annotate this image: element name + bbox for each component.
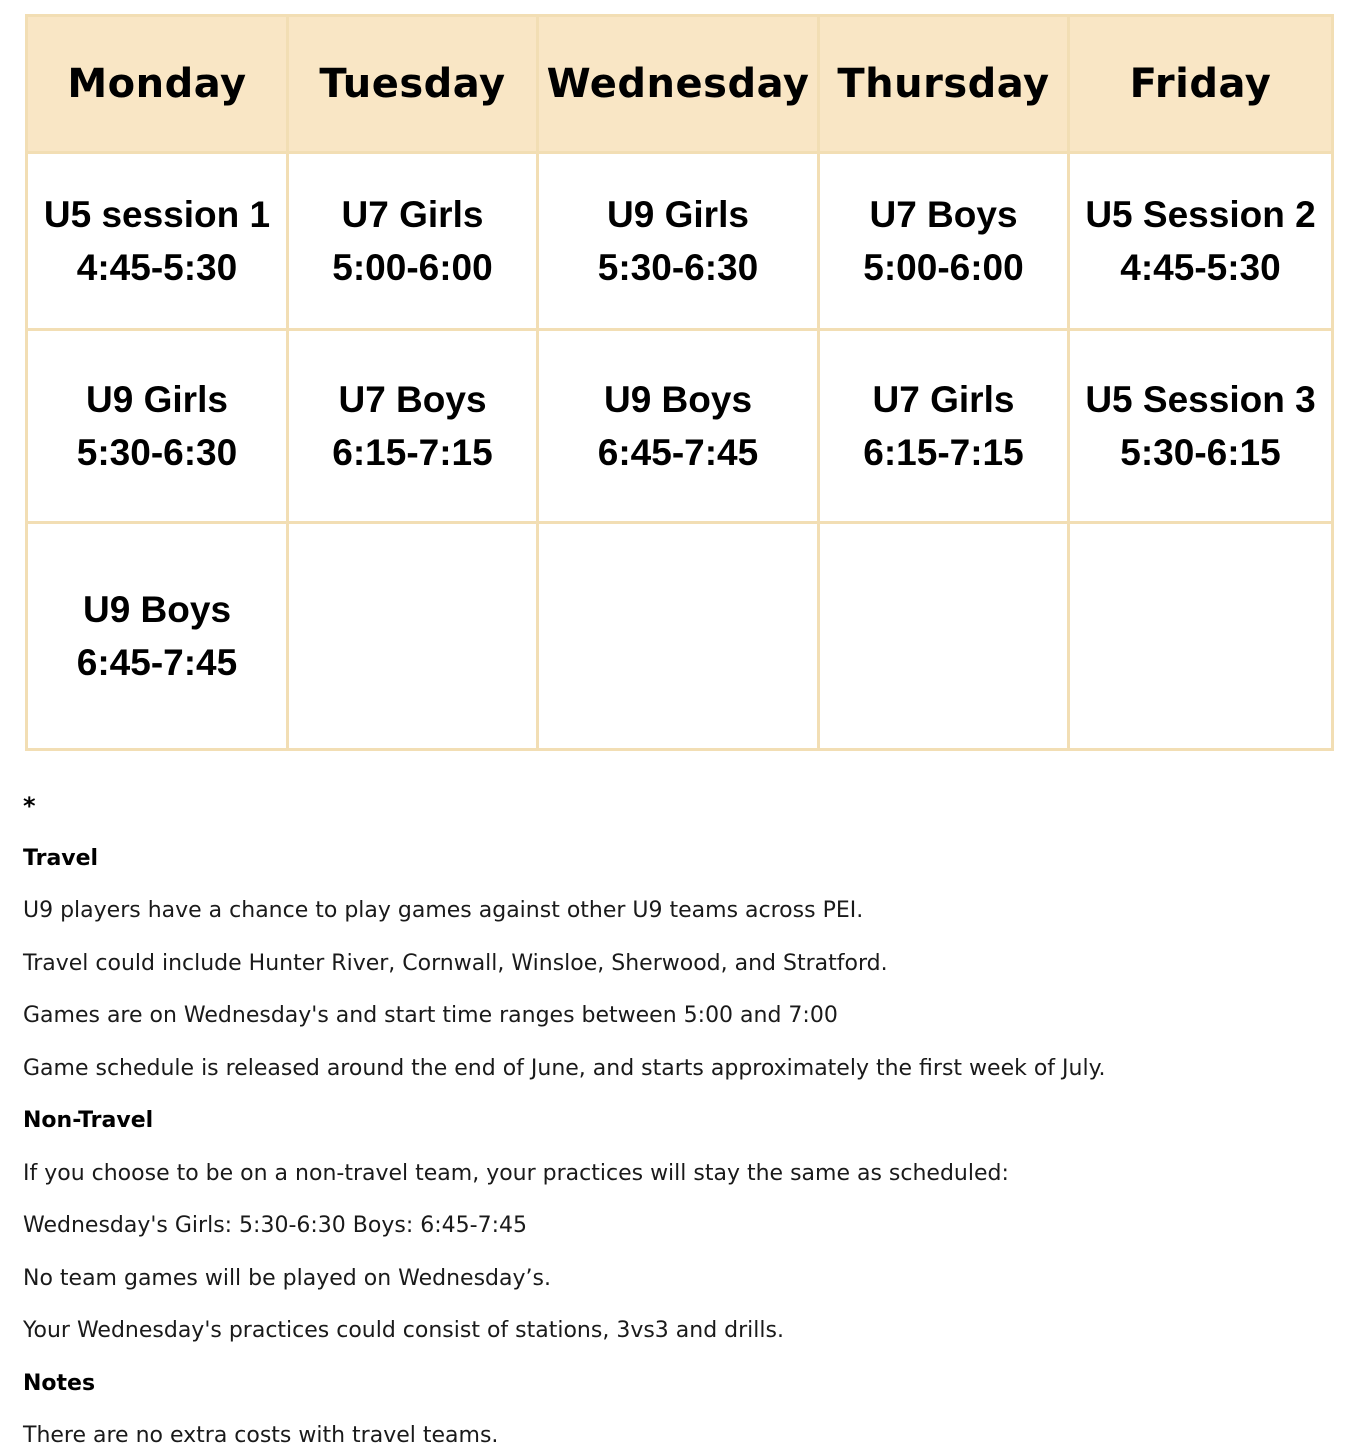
session-name: U9 Boys: [603, 379, 753, 420]
session-name: U7 Girls: [872, 379, 1015, 420]
schedule-cell-wednesday: [538, 153, 819, 330]
asterisk-marker: *: [23, 792, 36, 820]
schedule-cell-friday: [1069, 330, 1333, 523]
session-name: U9 Girls: [607, 194, 749, 235]
header-thursday: Thursday: [819, 16, 1069, 153]
schedule-row: [27, 523, 1333, 750]
session-name: U7 Boys: [338, 379, 487, 420]
non-travel-line: Wednesday's Girls: 5:30-6:30 Boys: 6:45-7:45: [23, 1213, 527, 1238]
schedule-notes: [23, 780, 1343, 1448]
schedule-cell-tuesday: [288, 330, 538, 523]
session-time: 4:45-5:30: [76, 247, 238, 288]
session-time: 6:45-7:45: [597, 432, 759, 473]
session-name: U5 session 1: [43, 194, 271, 235]
session-time: 5:30-6:15: [1120, 432, 1281, 473]
schedule-row: [27, 153, 1333, 330]
schedule-cell-wednesday-empty: [538, 523, 819, 750]
travel-line: U9 players have a chance to play games against other U9 teams across PEI.: [23, 898, 864, 923]
schedule-header-row: [27, 16, 1333, 153]
session-name: U7 Girls: [341, 194, 484, 235]
notes-line: There are no extra costs with travel teams.: [23, 1423, 499, 1448]
schedule-cell-monday: [27, 330, 288, 523]
practice-schedule-table: [25, 14, 1334, 751]
non-travel-line: Your Wednesday's practices could consist of stations, 3vs3 and drills.: [23, 1318, 784, 1343]
session-time: 6:15-7:15: [332, 432, 493, 473]
schedule-cell-thursday: [819, 330, 1069, 523]
session-time: 5:30-6:30: [597, 247, 759, 288]
schedule-cell-monday: [27, 523, 288, 750]
schedule-cell-thursday: [819, 153, 1069, 330]
session-name: U5 Session 2: [1085, 194, 1316, 235]
header-monday: Monday: [27, 16, 288, 153]
session-time: 6:15-7:15: [863, 432, 1024, 473]
session-time: 4:45-5:30: [1120, 247, 1281, 288]
session-time: 5:00-6:00: [863, 247, 1024, 288]
schedule-cell-wednesday: [538, 330, 819, 523]
travel-heading: Travel: [23, 845, 99, 871]
session-name: U9 Girls: [86, 379, 228, 420]
travel-line: Games are on Wednesday's and start time ranges between 5:00 and 7:00: [23, 1003, 838, 1028]
schedule-cell-friday: [1069, 153, 1333, 330]
travel-line: Game schedule is released around the end of June, and starts approximately the first week of July.: [23, 1055, 1106, 1081]
schedule-cell-tuesday-empty: [288, 523, 538, 750]
schedule-cell-thursday-empty: [819, 523, 1069, 750]
header-tuesday: Tuesday: [288, 16, 538, 153]
header-friday: Friday: [1069, 16, 1333, 153]
schedule-cell-monday: [27, 153, 288, 330]
non-travel-line: No team games will be played on Wednesday’s.: [23, 1265, 551, 1291]
session-time: 6:45-7:45: [76, 642, 238, 683]
non-travel-heading: Non-Travel: [23, 1108, 154, 1133]
travel-line: Travel could include Hunter River, Cornwall, Winsloe, Sherwood, and Stratford.: [23, 950, 888, 976]
non-travel-line: If you choose to be on a non-travel team, your practices will stay the same as scheduled:: [23, 1160, 1009, 1186]
schedule-cell-friday-empty: [1069, 523, 1333, 750]
notes-heading: Notes: [23, 1370, 96, 1396]
session-name: U5 Session 3: [1085, 379, 1316, 420]
header-wednesday: Wednesday: [538, 16, 819, 153]
schedule-cell-tuesday: [288, 153, 538, 330]
session-name: U9 Boys: [82, 589, 232, 630]
session-time: 5:30-6:30: [76, 432, 238, 473]
schedule-row: [27, 330, 1333, 523]
session-name: U7 Boys: [869, 194, 1018, 235]
session-time: 5:00-6:00: [332, 247, 493, 288]
